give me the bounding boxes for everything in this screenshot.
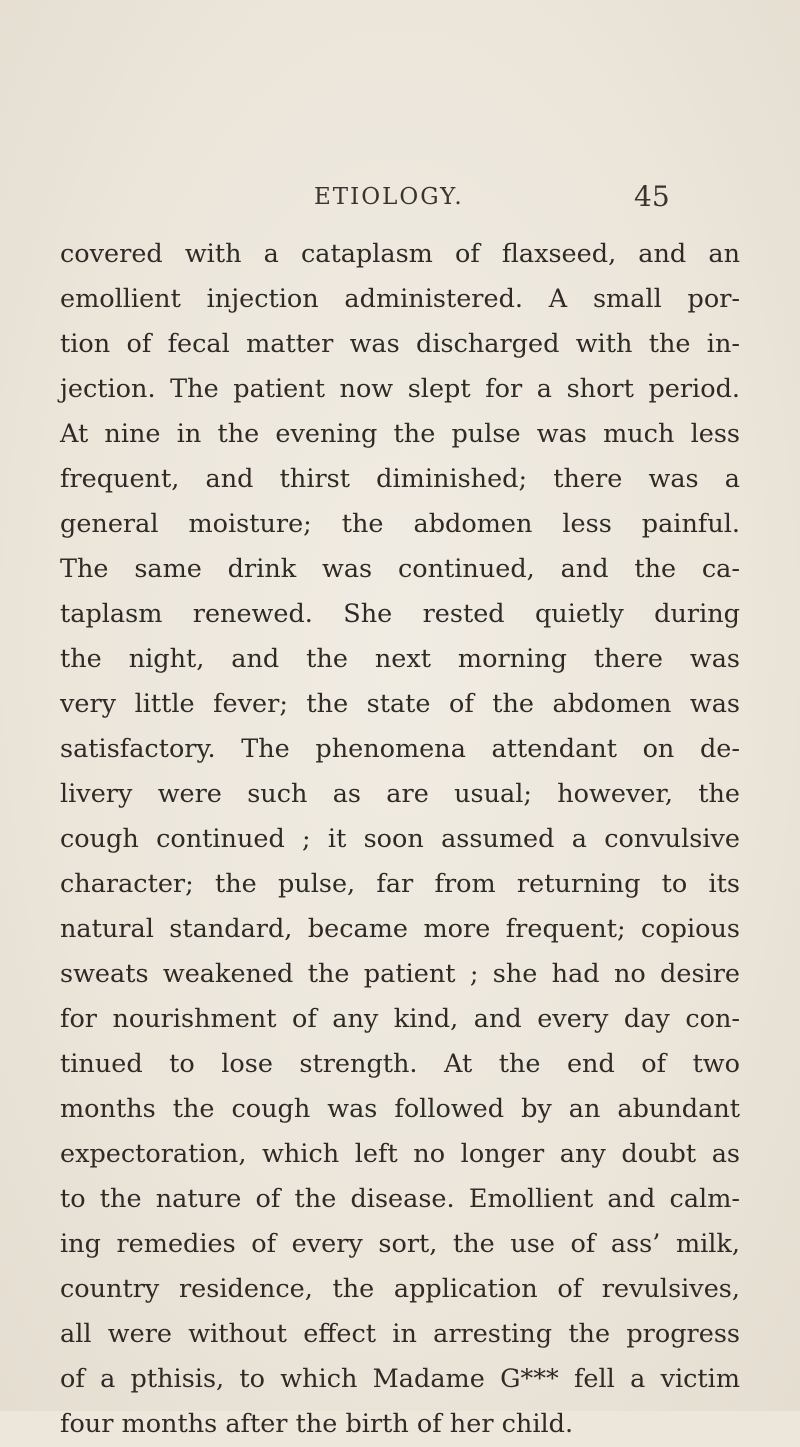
text-line-last: four months after the birth of her child. (60, 1409, 574, 1439)
text-line: ing remedies of every sort, the use of ass’ milk, (60, 1229, 740, 1259)
text-line: months the cough was followed by an abundant (60, 1094, 740, 1124)
text-line: general moisture; the abdomen less painful. (60, 509, 740, 539)
text-line: frequent, and thirst diminished; there was a (60, 464, 740, 494)
text-line: expectoration, which left no longer any doubt as (60, 1139, 740, 1169)
text-line: livery were such as are usual; however, the (60, 779, 740, 809)
text-line: taplasm renewed. She rested quietly during (60, 599, 740, 629)
text-line: covered with a cataplasm of flaxseed, and an (60, 239, 740, 269)
text-line: of a pthisis, to which Madame G*** fell a victim (60, 1364, 740, 1394)
text-line: tinued to lose strength. At the end of two (60, 1049, 740, 1079)
body-text (60, 232, 740, 1447)
text-line: character; the pulse, far from returning to its (60, 869, 740, 899)
text-line: The same drink was continued, and the ca- (60, 554, 740, 584)
text-line: natural standard, became more frequent; copious (60, 914, 740, 944)
text-line: sweats weakened the patient ; she had no desire (60, 959, 740, 989)
text-line: the night, and the next morning there was (60, 644, 740, 674)
text-line: to the nature of the disease. Emollient and calm- (60, 1184, 740, 1214)
text-line: jection. The patient now slept for a short period. (60, 374, 740, 404)
text-line: At nine in the evening the pulse was much less (60, 419, 740, 449)
text-line: satisfactory. The phenomena attendant on de- (60, 734, 740, 764)
text-line: all were without effect in arresting the progress (60, 1319, 740, 1349)
text-line: tion of fecal matter was discharged with the in- (60, 329, 740, 359)
running-head (0, 180, 800, 224)
text-line: cough continued ; it soon assumed a convulsive (60, 824, 740, 854)
text-line: country residence, the application of revulsives, (60, 1274, 740, 1304)
text-line: emollient injection administered. A small por- (60, 284, 740, 314)
text-line: very little fever; the state of the abdomen was (60, 689, 740, 719)
running-title: ETIOLOGY. (314, 184, 464, 210)
page-number: 45 (634, 180, 670, 213)
text-line: for nourishment of any kind, and every day con- (60, 1004, 740, 1034)
